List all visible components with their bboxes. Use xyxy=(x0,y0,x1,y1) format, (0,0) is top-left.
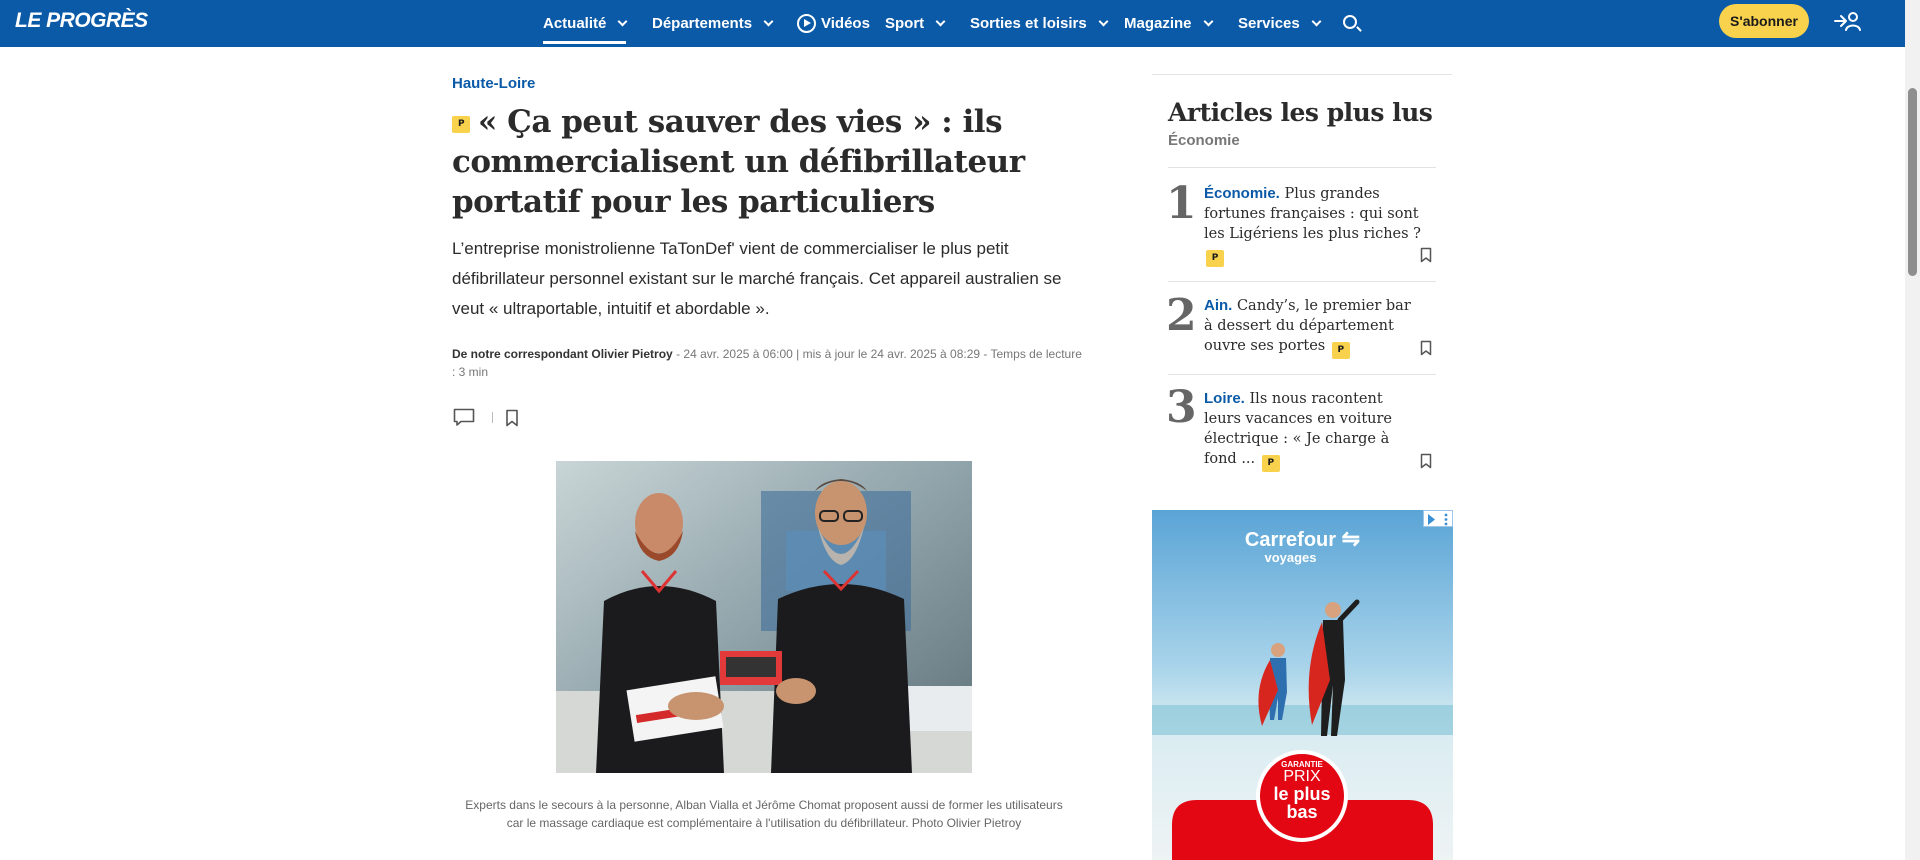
nav-item-sport[interactable] xyxy=(885,0,944,47)
nav-label: Services xyxy=(1238,15,1300,32)
chevron-down-icon xyxy=(1203,17,1213,27)
divider xyxy=(492,412,493,423)
rank-number: 2 xyxy=(1166,290,1197,341)
article-photo[interactable] xyxy=(556,461,972,773)
article-lead: L’entreprise monistrolienne TaTonDef' vient de commercialiser le plus petit défibrillateur personnel existant sur le marché français. Cet appareil australien se veut « ultraportable, intuitif et abordable ». xyxy=(452,239,1062,318)
bookmark-icon[interactable] xyxy=(1420,247,1432,263)
article-byline xyxy=(452,345,1082,381)
most-read-item[interactable] xyxy=(1204,389,1422,472)
bookmark-icon[interactable] xyxy=(1420,340,1432,356)
nav-item-services[interactable] xyxy=(1238,0,1320,47)
play-icon xyxy=(797,14,816,33)
ad-brand xyxy=(1152,526,1453,552)
premium-badge: P xyxy=(1332,342,1350,359)
nav-label: Sorties et loisirs xyxy=(970,15,1087,32)
scrollbar-thumb[interactable] xyxy=(1908,88,1917,276)
badge-line-2: le plus xyxy=(1273,784,1331,804)
sidebar-divider xyxy=(1168,167,1436,168)
premium-badge: P xyxy=(1262,455,1280,472)
chevron-down-icon xyxy=(936,17,946,27)
chevron-down-icon xyxy=(764,17,774,27)
badge-line-1: PRIX xyxy=(1283,768,1321,785)
top-navigation-bar xyxy=(0,0,1905,47)
article-title xyxy=(452,102,1072,222)
premium-badge: P xyxy=(452,116,470,133)
comment-icon[interactable] xyxy=(453,408,475,426)
nav-label: Sport xyxy=(885,15,925,32)
premium-badge: P xyxy=(1206,250,1224,267)
article-title-text: « Ça peut sauver des vies » : ils commercialisent un défibrillateur portatif pour les particuliers xyxy=(452,104,1025,220)
rank-number: 1 xyxy=(1166,178,1197,229)
section-link[interactable]: Haute-Loire xyxy=(452,75,536,92)
author-name: De notre correspondant Olivier Pietroy xyxy=(452,347,673,361)
nav-label: Magazine xyxy=(1124,15,1192,32)
carrefour-logo-icon: ⇋ xyxy=(1341,526,1361,551)
item-headline: Ils nous racontent leurs vacances en voiture électrique : « Je charge à fond ... xyxy=(1204,391,1392,467)
item-category: Ain. xyxy=(1204,297,1233,314)
nav-label: Actualité xyxy=(543,15,607,32)
most-read-title: Articles les plus lus xyxy=(1168,98,1433,127)
sidebar-top-divider xyxy=(1152,74,1452,75)
photo-caption: Experts dans le secours à la personne, Alban Vialla et Jérôme Chomat proposent aussi de former les utilisateurs car le massage cardiaque est complémentaire à l'utilisation du défibrillateur. Photo Olivier Pietroy xyxy=(465,798,1063,830)
photo-illustration xyxy=(556,461,972,773)
page-scrollbar[interactable] xyxy=(1905,0,1920,860)
nav-item-actualite[interactable] xyxy=(543,0,626,47)
nav-item-sorties-loisirs[interactable] xyxy=(970,0,1107,47)
chevron-down-icon xyxy=(1311,17,1321,27)
chevron-down-icon xyxy=(1098,17,1108,27)
chevron-down-icon xyxy=(618,17,628,27)
login-user-icon[interactable] xyxy=(1833,10,1861,32)
search-icon[interactable] xyxy=(1343,15,1357,29)
rank-number: 3 xyxy=(1166,382,1197,433)
bookmark-icon[interactable] xyxy=(1420,453,1432,469)
item-category: Loire. xyxy=(1204,390,1245,407)
item-headline: Plus grandes fortunes françaises : qui sont les Ligériens les plus riches ? xyxy=(1204,186,1421,242)
most-read-item[interactable] xyxy=(1204,296,1422,359)
subscribe-button[interactable]: S'abonner xyxy=(1719,4,1809,38)
badge-line-3: bas xyxy=(1286,802,1318,822)
price-guarantee-badge xyxy=(1256,750,1348,842)
advertisement-banner[interactable] xyxy=(1152,510,1453,860)
sidebar-divider xyxy=(1168,281,1436,282)
article-dates: - 24 avr. 2025 à 06:00 | mis à jour le 24 avr. 2025 à 08:29 - Temps de lecture : 3 min xyxy=(452,347,1082,379)
sidebar-divider xyxy=(1168,374,1436,375)
nav-item-departements[interactable] xyxy=(652,0,772,47)
ad-brand-name: Carrefour xyxy=(1244,529,1337,551)
adchoices-icon[interactable] xyxy=(1423,510,1453,527)
item-category: Économie. xyxy=(1204,185,1280,202)
nav-item-magazine[interactable] xyxy=(1124,0,1212,47)
ad-brand-sub: voyages xyxy=(1264,550,1317,565)
most-read-item[interactable] xyxy=(1204,184,1422,267)
nav-item-videos[interactable] xyxy=(797,0,870,47)
item-headline: Candy’s, le premier bar à dessert du département ouvre ses portes xyxy=(1204,298,1411,354)
nav-label: Départements xyxy=(652,15,753,32)
site-logo[interactable]: LE PROGRÈS xyxy=(15,9,148,32)
badge-top-text: GARANTIE xyxy=(1281,760,1323,769)
most-read-subtitle: Économie xyxy=(1168,132,1240,149)
bookmark-icon[interactable] xyxy=(505,409,519,427)
nav-label: Vidéos xyxy=(821,15,870,32)
